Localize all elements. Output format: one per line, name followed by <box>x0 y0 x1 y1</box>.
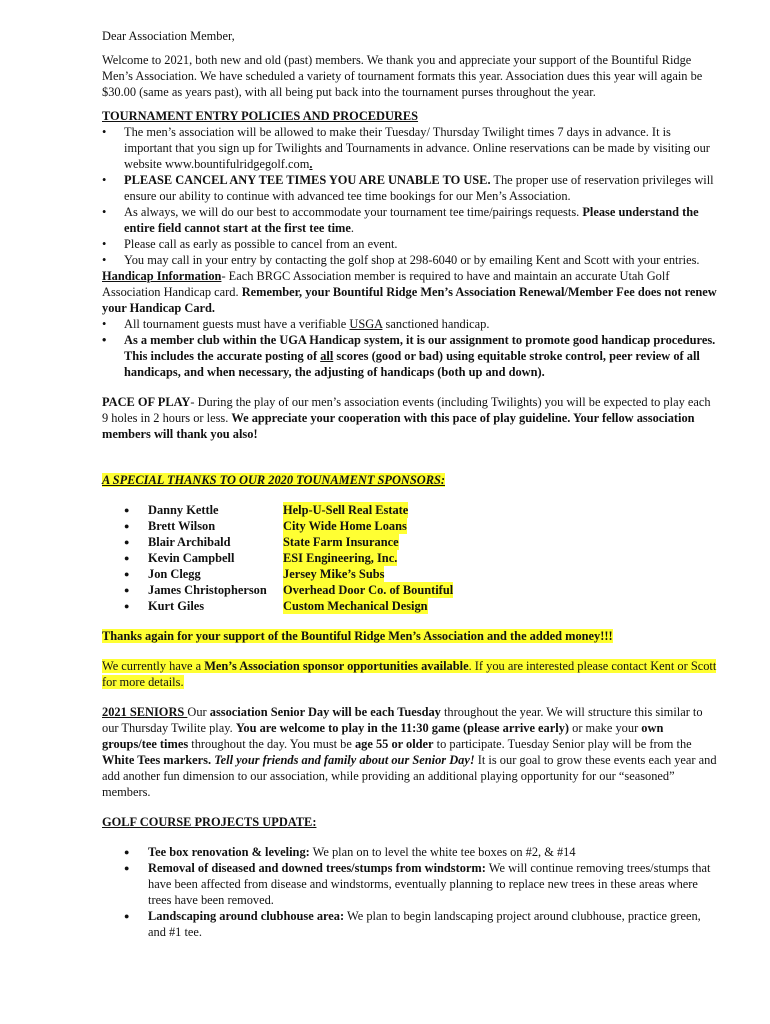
handicap-text: - Each BRGC Association member is required to have and maintain an accurate Utah Golf Association Handicap card. <box>102 269 670 299</box>
sponsors-list <box>102 502 717 614</box>
seniors-bold: You are welcome to play in the 11:30 game (please arrive early) <box>235 721 570 735</box>
project-text: We plan to begin landscaping project around clubhouse, practice green, and #1 tee. <box>148 909 701 939</box>
seniors-bold: White Tees markers. <box>102 753 212 767</box>
usga-term: USGA <box>349 317 383 331</box>
policy-text: Please call as early as possible to cancel from an event. <box>124 237 398 251</box>
sponsor-row <box>102 518 717 534</box>
policy-bold: PLEASE CANCEL ANY TEE TIMES YOU ARE UNABLE TO USE. <box>124 173 491 187</box>
pace-paragraph <box>102 394 717 442</box>
handicap-label: Handicap Information <box>102 269 222 283</box>
greeting: Dear Association Member, <box>102 29 235 43</box>
seniors-text: to participate. Tuesday Senior play will be from the <box>433 737 692 751</box>
sponsors-heading-text: A SPECIAL THANKS TO OUR 2020 TOUNAMENT SPONSORS: <box>102 473 445 487</box>
opportunity-text: . If you are interested please contact Kent or Scott for more details. <box>102 659 717 689</box>
letter-page <box>102 28 717 940</box>
sponsor-name: ● Blair Archibald <box>148 535 231 549</box>
policy-text: . <box>350 221 354 235</box>
sponsor-row <box>102 566 717 582</box>
pace-label: PACE OF PLAY <box>102 395 191 409</box>
policy-text: The proper use of reservation privileges will ensure our ability to continue with advanced tee time bookings for our Men’s Association. <box>124 173 714 203</box>
sponsors-thanks <box>102 628 717 644</box>
policies-list <box>102 124 717 268</box>
project-title: Removal of diseased and downed trees/stumps from windstorm: <box>148 861 486 875</box>
policy-item <box>102 236 717 252</box>
sponsor-row <box>102 550 717 566</box>
policy-text: . <box>309 157 313 171</box>
policy-item <box>102 172 717 204</box>
sponsor-row <box>102 582 717 598</box>
project-title: Landscaping around clubhouse area: <box>148 909 345 923</box>
seniors-text: throughout the day. You must be <box>188 737 355 751</box>
sponsor-row <box>102 502 717 518</box>
pace-text: - During the play of our men’s association events (including Twilights) you will be expected to play each 9 holes in 2 hours or less. <box>102 395 711 425</box>
sponsor-company: Help-U-Sell Real Estate <box>283 503 409 517</box>
sponsor-name: ● Kevin Campbell <box>148 551 235 565</box>
sponsor-opportunity <box>102 658 717 690</box>
policy-item <box>102 204 717 236</box>
handicap-list <box>102 316 717 380</box>
all-term: all <box>320 349 334 363</box>
project-item <box>102 860 717 908</box>
policy-bold: Please understand the entire field cannot start at the first tee time <box>124 205 699 235</box>
sponsor-company: Jersey Mike’s Subs <box>283 567 385 581</box>
policy-item <box>102 124 717 172</box>
handicap-text: scores (good or bad) using equitable stroke control, peer review of all handicaps, and when necessary, the adjusting of handicaps (both up and down). <box>124 349 700 379</box>
sponsor-name: ● Jon Clegg <box>148 567 201 581</box>
opportunity-text: We currently have a <box>102 659 205 673</box>
sponsor-name: ● Kurt Giles <box>148 599 205 613</box>
sponsor-name: ● Brett Wilson <box>148 519 216 533</box>
policies-heading: TOURNAMENT ENTRY POLICIES AND PROCEDURES <box>102 109 419 123</box>
projects-heading: GOLF COURSE PROJECTS UPDATE: <box>102 815 317 829</box>
handicap-bold: Remember, your Bountiful Ridge Men’s Association Renewal/Member Fee does not renew your Handicap Card. <box>102 285 717 315</box>
seniors-text: throughout the year. We will structure this similar to our Thursday Twilite play. <box>102 705 703 735</box>
policy-text: As always, we will do our best to accommodate your tournament tee time/pairings requests. <box>124 205 583 219</box>
project-title: Tee box renovation & leveling: <box>148 845 310 859</box>
projects-list <box>102 844 717 940</box>
project-item <box>102 908 717 940</box>
seniors-text: or make your <box>569 721 642 735</box>
sponsors-thanks-text: Thanks again for your support of the Bountiful Ridge Men’s Association and the added money!!! <box>102 629 613 643</box>
handicap-paragraph <box>102 268 717 316</box>
handicap-text: All tournament guests must have a verifiable <box>124 317 350 331</box>
project-text: We plan on to level the white tee boxes on #2, & #14 <box>309 845 576 859</box>
sponsor-company: City Wide Home Loans <box>283 519 407 533</box>
seniors-bold: age 55 or older <box>354 737 434 751</box>
seniors-paragraph <box>102 704 717 800</box>
sponsor-company: Custom Mechanical Design <box>283 599 428 613</box>
policy-text: You may call in your entry by contacting the golf shop at 298-6040 or by emailing Kent and Scott with your entries. <box>124 253 700 267</box>
opportunity-bold: Men’s Association sponsor opportunities available <box>204 659 469 673</box>
sponsor-company: State Farm Insurance <box>283 535 399 549</box>
seniors-bold: own groups/tee times <box>102 721 664 751</box>
seniors-label: 2021 SENIORS <box>102 705 188 719</box>
seniors-text: Our <box>187 705 210 719</box>
seniors-bold: association Senior Day will be each Tuesday <box>209 705 441 719</box>
policy-item <box>102 252 717 268</box>
seniors-bold-italic: Tell your friends and family about our Senior Day! <box>211 753 475 767</box>
sponsor-name: ● James Christopherson <box>148 583 267 597</box>
policy-text: The men’s association will be allowed to make their Tuesday/ Thursday Twilight times 7 days in advance. It is important that you sign up for Twilights and Tournaments in advance. Online reservations can be made by visiting our website www.bountifulridgegolf.com <box>124 125 710 171</box>
sponsor-name: ● Danny Kettle <box>148 503 219 517</box>
pace-bold: We appreciate your cooperation with this pace of play guideline. Your fellow association members will thank you also! <box>102 411 695 441</box>
sponsor-company: ESI Engineering, Inc. <box>283 551 398 565</box>
project-item <box>102 844 717 860</box>
sponsors-heading <box>102 472 717 488</box>
welcome-paragraph: Welcome to 2021, both new and old (past) members. We thank you and appreciate your support of the Bountiful Ridge Men’s Association. We have scheduled a variety of tournament formats this year. Association dues this year will again be $30.00 (same as years past), with all being put back into the tournament purses throughout the year. <box>102 53 703 99</box>
project-text: We will continue removing trees/stumps that have been affected from disease and windstorms, eventually planning to replace new trees in these areas where trees have been removed. <box>148 861 711 907</box>
sponsor-row <box>102 534 717 550</box>
seniors-text: It is our goal to grow these events each year and add another fun dimension to our association, while providing an additional playing opportunity for our “seasoned” members. <box>102 753 717 799</box>
handicap-item <box>102 332 717 380</box>
handicap-text: As a member club within the UGA Handicap system, it is our assignment to promote good handicap procedures. This includes the accurate posting of <box>124 333 716 363</box>
sponsor-company: Overhead Door Co. of Bountiful <box>283 583 454 597</box>
handicap-text: sanctioned handicap. <box>382 317 490 331</box>
sponsor-row <box>102 598 717 614</box>
handicap-item <box>102 316 717 332</box>
